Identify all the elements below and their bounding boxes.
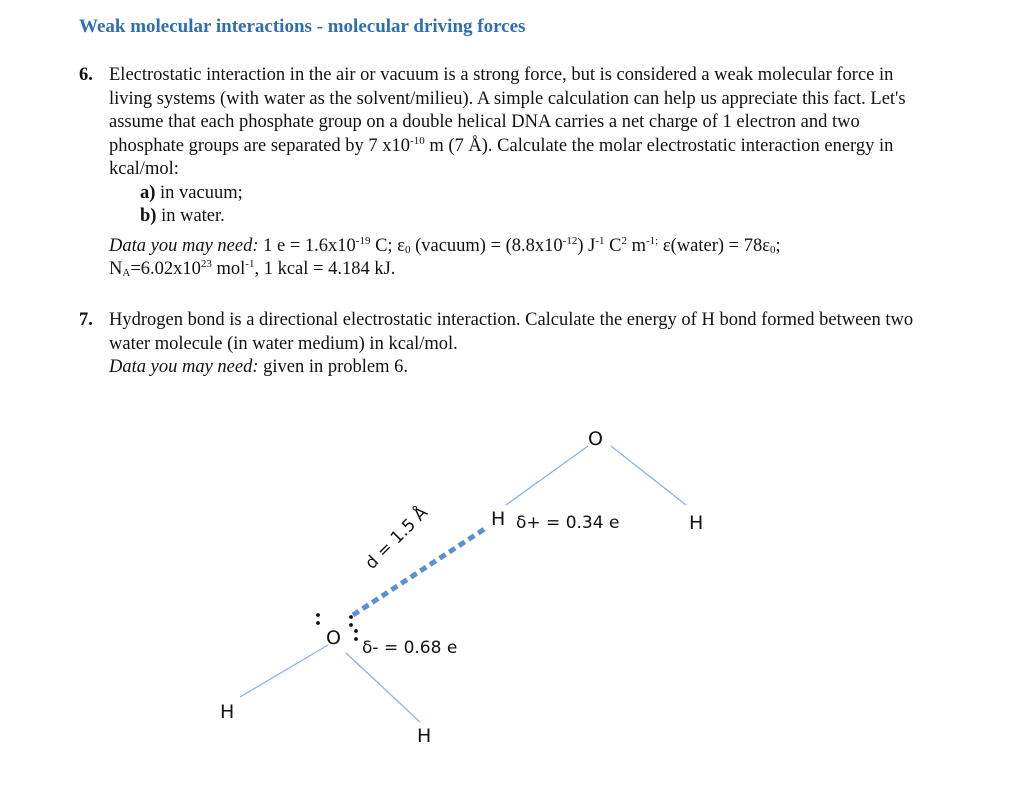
bond-line [346, 653, 420, 722]
subpart-b: b) in water. [140, 206, 225, 226]
distance-label: d = 1.5 Å [361, 502, 433, 574]
problem-text: Electrostatic interaction in the air or vacuum is a strong force, but is considered a weak molecular force in living systems (with water as the solvent/milieu). A simple calculation can help us appreciate this fact. Let's assume that each phosphate group on a double helical DNA carries a net charge of 1 electron and two phosphate groups are separated by 7 $x10^{-10}$ m (7 Å). Calculate the molar electrostatic interaction energy in kcal/mol: [109, 65, 906, 179]
hydrogen-donor-label: H [491, 508, 506, 530]
bond-line [506, 446, 588, 505]
hydrogen-top-right-label: H [689, 512, 704, 534]
problem-text: Hydrogen bond is a directional electrostatic interaction. Calculate the energy of H bond formed between two water molecule (in water medium) in kcal/mol. [109, 310, 914, 354]
oxygen-bottom-label: O [326, 627, 341, 649]
oxygen-top-label: O [588, 428, 603, 450]
data-needed: Data you may need: given in problem 6. [109, 357, 409, 377]
page-title: Weak molecular interactions - molecular driving forces [79, 16, 526, 37]
data-needed: Data you may need: 1 $e = 1.6x10^{-19}$ C; $\varepsilon_0$ (vacuum) = $(8.8x10^{-12})$ $J^{-1}$ $C^2$ $m^{-1;}$ ε(water) = $78\varepsilon_0$; $N_A=6.02x10^{23}$ mol$^{-1}$, 1 kcal = 4.184 kJ. [109, 234, 781, 279]
problem-number: 6. [79, 65, 93, 85]
problem-number: 7. [79, 310, 93, 330]
delta-minus-label: δ- = 0.68 e [362, 638, 458, 658]
bond-line [240, 645, 328, 697]
hydrogen-bottom-left-label: H [220, 701, 235, 723]
bond-line [611, 446, 686, 505]
hydrogen-bottom-label: H [417, 725, 432, 747]
delta-plus-label: δ+ = 0.34 e [516, 513, 620, 533]
subpart-a: a) in vacuum; [140, 182, 243, 203]
